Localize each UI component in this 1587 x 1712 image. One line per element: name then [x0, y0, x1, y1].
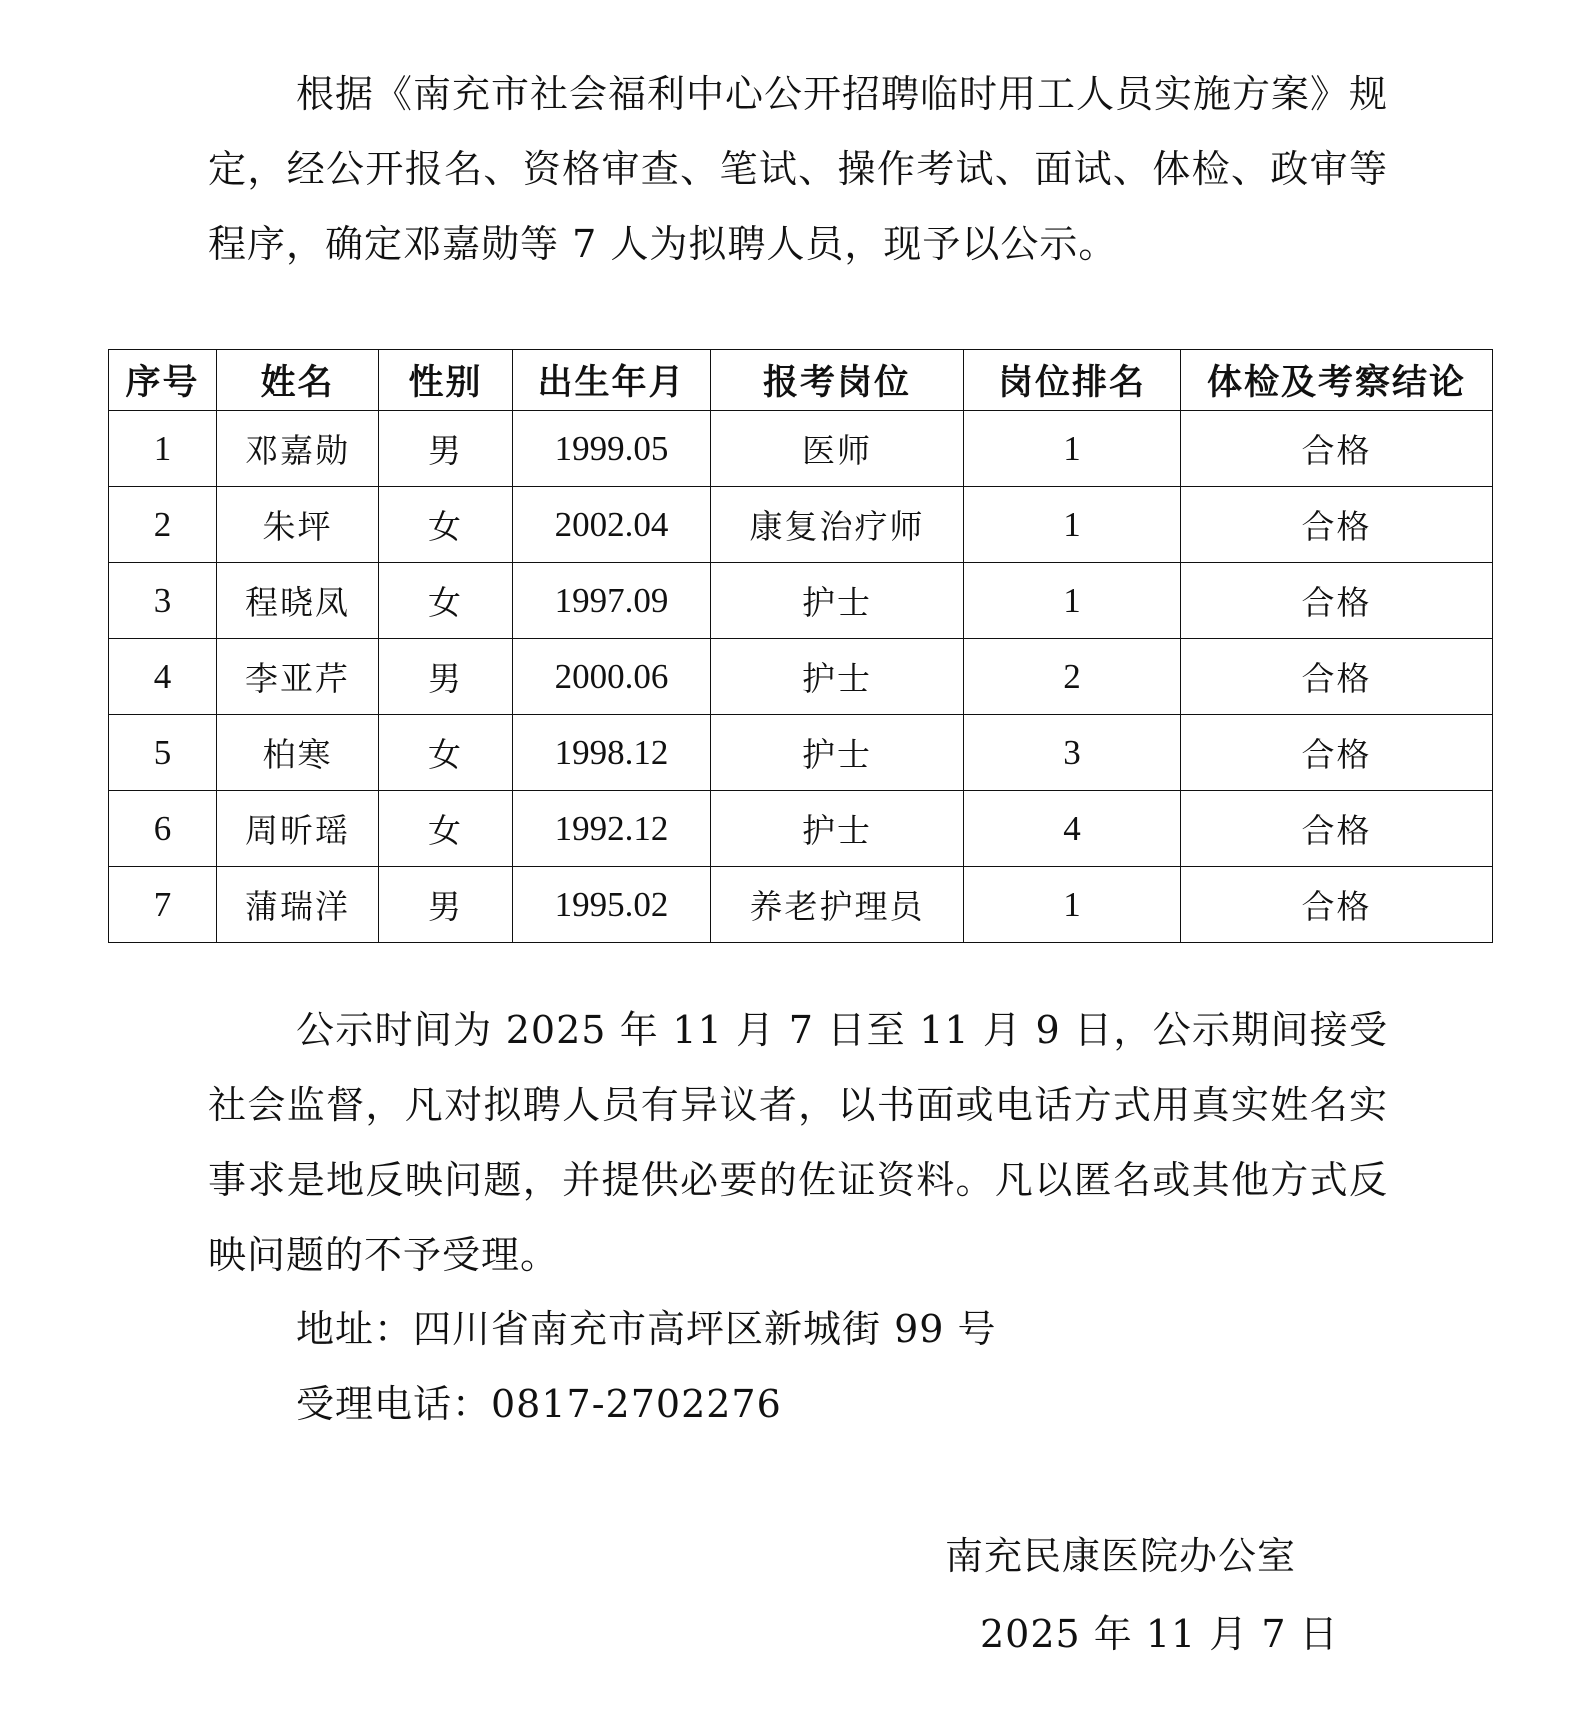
cell-gender: 女: [379, 715, 513, 791]
cell-no: 4: [109, 639, 217, 715]
cell-gender: 男: [379, 411, 513, 487]
header-name: 姓名: [217, 350, 379, 411]
cell-birth: 1997.09: [513, 563, 711, 639]
cell-rank: 3: [964, 715, 1181, 791]
cell-rank: 1: [964, 867, 1181, 943]
phone-line: 受理电话：0817-2702276: [296, 1382, 782, 1426]
header-birth: 出生年月: [513, 350, 711, 411]
cell-rank: 1: [964, 487, 1181, 563]
cell-name: 柏寒: [217, 715, 379, 791]
cell-rank: 1: [964, 563, 1181, 639]
intro-paragraph: 根据《南充市社会福利中心公开招聘临时用工人员实施方案》规定，经公开报名、资格审查、笔试、操作考试、面试、体检、政审等程序，确定邓嘉勋等 7 人为拟聘人员，现予以公示。: [208, 72, 1389, 266]
cell-rank: 2: [964, 639, 1181, 715]
cell-no: 2: [109, 487, 217, 563]
header-result: 体检及考察结论: [1181, 350, 1493, 411]
table-row: [109, 791, 1493, 867]
cell-name: 程晓凤: [217, 563, 379, 639]
cell-no: 6: [109, 791, 217, 867]
cell-gender: 男: [379, 639, 513, 715]
cell-position: 护士: [711, 563, 964, 639]
notice-paragraph: 公示时间为 2025 年 11 月 7 日至 11 月 9 日，公示期间接受社会监督，凡对拟聘人员有异议者，以书面或电话方式用真实姓名实事求是地反映问题，并提供必要的佐证资料。凡以匿名或其他方式反映问题的不予受理。: [208, 1008, 1388, 1277]
cell-position: 护士: [711, 791, 964, 867]
table-row: [109, 715, 1493, 791]
cell-birth: 1995.02: [513, 867, 711, 943]
cell-birth: 1998.12: [513, 715, 711, 791]
cell-birth: 2002.04: [513, 487, 711, 563]
cell-result: 合格: [1181, 639, 1493, 715]
cell-birth: 1992.12: [513, 791, 711, 867]
table-row: [109, 411, 1493, 487]
address-line: 地址：四川省南充市高坪区新城街 99 号: [296, 1307, 997, 1351]
table-header-row: [109, 350, 1493, 411]
signature-date: 2025 年 11 月 7 日: [980, 1612, 1339, 1656]
header-gender: 性别: [379, 350, 513, 411]
cell-result: 合格: [1181, 487, 1493, 563]
cell-birth: 2000.06: [513, 639, 711, 715]
cell-position: 医师: [711, 411, 964, 487]
cell-result: 合格: [1181, 867, 1493, 943]
cell-name: 蒲瑞洋: [217, 867, 379, 943]
candidate-table: [108, 349, 1493, 943]
header-no: 序号: [109, 350, 217, 411]
table-row: [109, 867, 1493, 943]
cell-position: 康复治疗师: [711, 487, 964, 563]
cell-position: 护士: [711, 639, 964, 715]
cell-position: 养老护理员: [711, 867, 964, 943]
cell-result: 合格: [1181, 715, 1493, 791]
cell-gender: 女: [379, 563, 513, 639]
cell-name: 李亚芹: [217, 639, 379, 715]
cell-birth: 1999.05: [513, 411, 711, 487]
header-rank: 岗位排名: [964, 350, 1181, 411]
cell-name: 邓嘉勋: [217, 411, 379, 487]
signature-org: 南充民康医院办公室: [945, 1534, 1297, 1578]
cell-result: 合格: [1181, 563, 1493, 639]
cell-no: 1: [109, 411, 217, 487]
cell-name: 周昕瑶: [217, 791, 379, 867]
cell-rank: 4: [964, 791, 1181, 867]
cell-name: 朱坪: [217, 487, 379, 563]
cell-position: 护士: [711, 715, 964, 791]
cell-gender: 女: [379, 791, 513, 867]
cell-rank: 1: [964, 411, 1181, 487]
cell-gender: 男: [379, 867, 513, 943]
cell-no: 3: [109, 563, 217, 639]
header-position: 报考岗位: [711, 350, 964, 411]
table-row: [109, 563, 1493, 639]
cell-no: 7: [109, 867, 217, 943]
table-row: [109, 487, 1493, 563]
cell-no: 5: [109, 715, 217, 791]
cell-gender: 女: [379, 487, 513, 563]
cell-result: 合格: [1181, 411, 1493, 487]
cell-result: 合格: [1181, 791, 1493, 867]
table-row: [109, 639, 1493, 715]
